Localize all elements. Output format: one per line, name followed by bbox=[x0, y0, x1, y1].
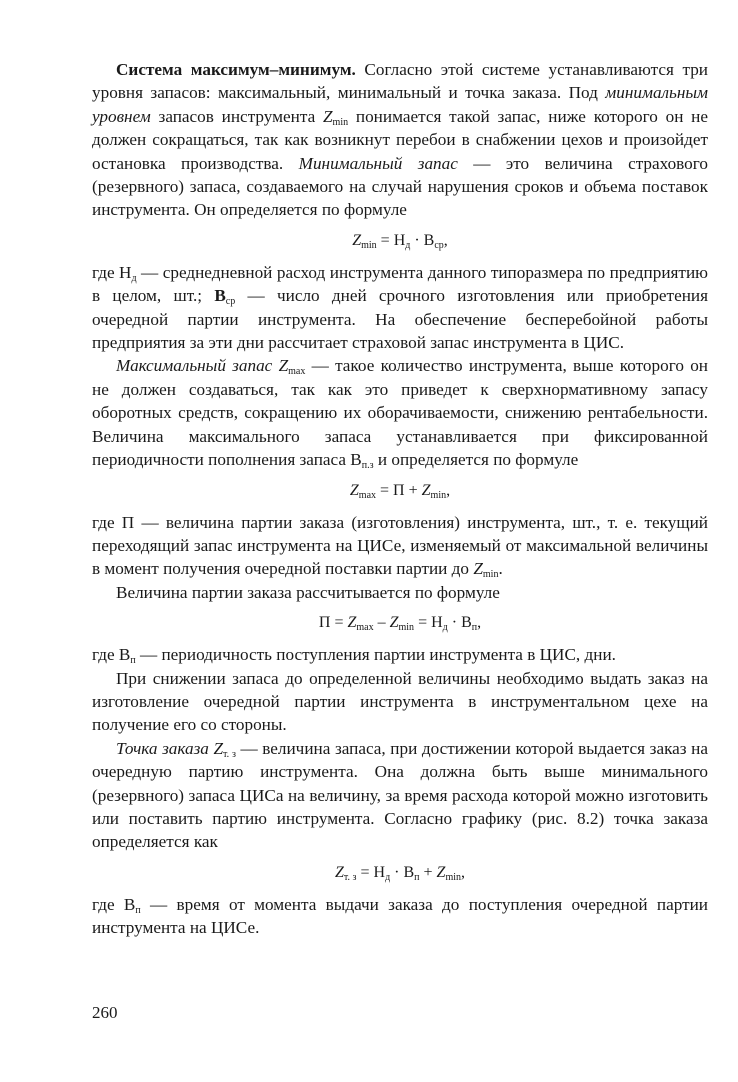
paragraph-max-min-system: Система максимум–минимум. Согласно этой системе устанавливаются три уровня запасов: максимальный, минимальный и точка заказа. Под минимальным уровнем запасов инструмента $Z_{min}$ понимается такой запас, ниже которого он не должен сокращаться, так как возникнут перебои в снабжении цехов и произойдет остановка производства. Минимальный запас — это величина страхового (резервного) запаса, создаваемого на случай нарушения сроков и объема поставок инструмента. Он определяется по формуле bbox=[92, 60, 709, 220]
page-number: 260 bbox=[92, 1003, 118, 1022]
formula-z-max: $Z_{max} = П + Z_{min}$, bbox=[349, 481, 451, 501]
term-max-min-system: Система максимум–минимум. bbox=[116, 60, 356, 79]
paragraph-where-nd: где $Н_д$ — среднедневной расход инструмента данного типоразмера по предприятию в целом, шт.; $В_{ср}$ — число дней срочного изготовления или приобретения очередной партии инструмента. На обеспечение бесперебойной работы предприятия за эти дни рассчитает страховой запас инструмента в ЦИС. bbox=[92, 262, 708, 353]
formula-z-min: $Z_{min} = Н_д \cdot В_{ср}$, bbox=[352, 231, 448, 251]
page-body bbox=[92, 58, 708, 940]
formula-order-point: $Z_{т. з} = Н_д \cdot В_п + Z_{min}$, bbox=[334, 863, 466, 883]
paragraph-order-point: Точка заказа $Z_{т. з}$ — величина запаса, при достижении которой выдается заказ на очередную партию инструмента. Она должна быть выше минимального (резервного) запаса ЦИСа на величину, за время расхода которой можно изготовить или поставить партию инструмента. Согласно графику (рис. 8.2) точка заказа определяется как bbox=[92, 738, 708, 852]
formula-lot-size: $П = Z_{max} - Z_{min} = Н_д \cdot В_п$, bbox=[318, 614, 482, 634]
paragraph-where-p: где П — величина партии заказа (изготовления) инструмента, шт., т. е. текущий переходящий запас инструмента на ЦИСе, изменяемый от максимальной величины в момент получения очередной поставки партии до $Z_{min}$. bbox=[92, 512, 708, 581]
paragraph-where-vp-time: где $В_п$ — время от момента выдачи заказа до поступления очередной партии инструмента на ЦИСе. bbox=[92, 894, 709, 938]
paragraph-order-issue: При снижении запаса до определенной величины необходимо выдать заказ на изготовление очередной партии инструмента в инструментальном цехе на получение его со стороны. bbox=[92, 668, 708, 735]
paragraph-lot-size: Величина партии заказа рассчитывается по формуле bbox=[116, 582, 500, 602]
paragraph-where-vp: где $В_п$ — периодичность поступления партии инструмента в ЦИС, дни. bbox=[92, 645, 616, 667]
paragraph-max-stock: Максимальный запас $Z_{max}$ — такое количество инструмента, выше которого он не должен создаваться, так как это приведет к сверхнормативному запасу оборотных средств, сокращению их оборачиваемости, снижению рентабельности. Величина максимального запаса устанавливается при фиксированной периодичности пополнения запаса $В_{п.з}$ и определяется по формуле bbox=[92, 356, 708, 472]
